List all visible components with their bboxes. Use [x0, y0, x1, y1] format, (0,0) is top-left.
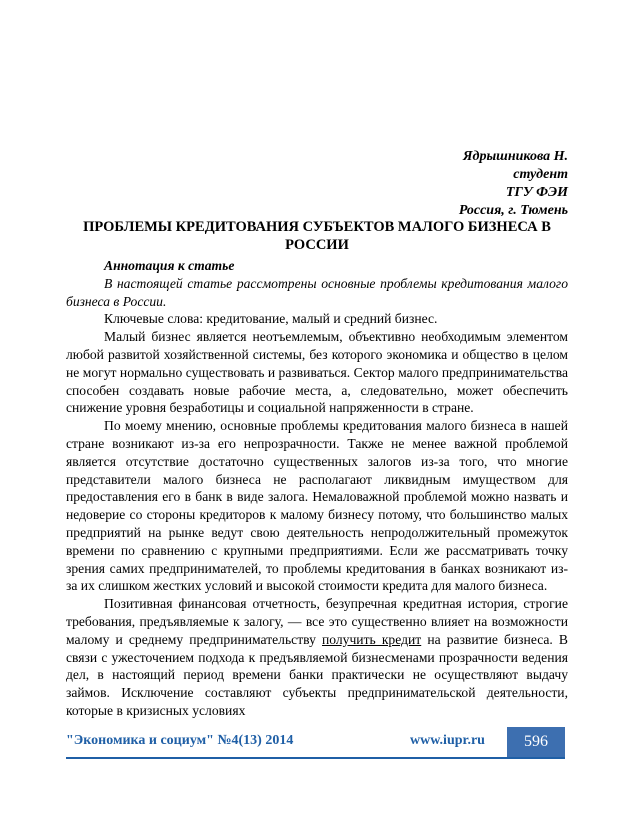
abstract-text: В настоящей статье рассмотрены основные проблемы кредитования малого бизнеса в России.: [66, 275, 568, 309]
paragraph-2: По моему мнению, основные проблемы кредитования малого бизнеса в нашей стране возникают из-за его непрозрачности. Также не менее важной проблемой является отсутствие достаточно существенных залогов из-за того, что многие представители малого бизнеса не располагают ликвидным имуществом для предоставления его в банк в виде залога. Немаловажной проблемой можно назвать и недоверие со стороны кредиторов к малому бизнесу потому, что большинство малых предприятий на рынке ведут свою деятельность непродолжительный промежуток времени по сравнению с крупными предприятиями. Если же рассматривать точку зрения самих предпринимателей, то проблемы кредитования в банках возникают из-за их слишком жестких условий и высокой стоимости кредита для малого бизнеса.: [66, 418, 568, 594]
keywords: Ключевые слова: кредитование, малый и средний бизнес.: [104, 311, 438, 327]
author-role: студент: [513, 167, 568, 182]
article-title: ПРОБЛЕМЫ КРЕДИТОВАНИЯ СУБЪЕКТОВ МАЛОГО БИЗНЕСА В РОССИИ: [83, 219, 551, 253]
paragraph-3-start: Позитивная финансовая отчетность, безупречная кредитная история, строгие требования, предъявляемые к залогу, — все это существенно влияет на возможности малому и среднему предпринимательству: [66, 596, 568, 647]
author-affiliation: ТГУ ФЭИ: [505, 185, 568, 200]
page-number: 596: [507, 727, 565, 757]
get-credit-link[interactable]: получить кредит: [322, 631, 422, 647]
paragraph-1: Малый бизнес является неотъемлемым, объективно необходимым элементом любой развитой хозяйственной системы, без которого экономика и общество в целом не могут нормально существовать и развиваться. Сектор малого предпринимательства способен создавать новые рабочие места, а, следовательно, может обеспечить снижение уровня безработицы и социальной напряженности в стране.: [66, 329, 568, 416]
abstract-heading: Аннотация к статье: [104, 258, 235, 273]
paragraph-3-end: на развитие бизнеса. В связи с ужесточением подхода к предъявляемой бизнесменами прозрачности ведения дел, в настоящий период времени банки практически не осуществляют выдачу займов. Исключение составляют субъекты предпринимательской деятельности, которые в кризисных условиях: [66, 631, 568, 718]
footer-divider: [66, 757, 565, 759]
footer-journal: "Экономика и социум" №4(13) 2014: [66, 733, 294, 748]
author-location: Россия, г. Тюмень: [458, 203, 568, 218]
footer-site-link[interactable]: www.iupr.ru: [410, 733, 485, 748]
paragraph-3: [66, 595, 568, 720]
author-block: [459, 148, 568, 220]
author-name: Ядрышникова Н.: [462, 149, 568, 164]
article-body: [66, 257, 568, 720]
